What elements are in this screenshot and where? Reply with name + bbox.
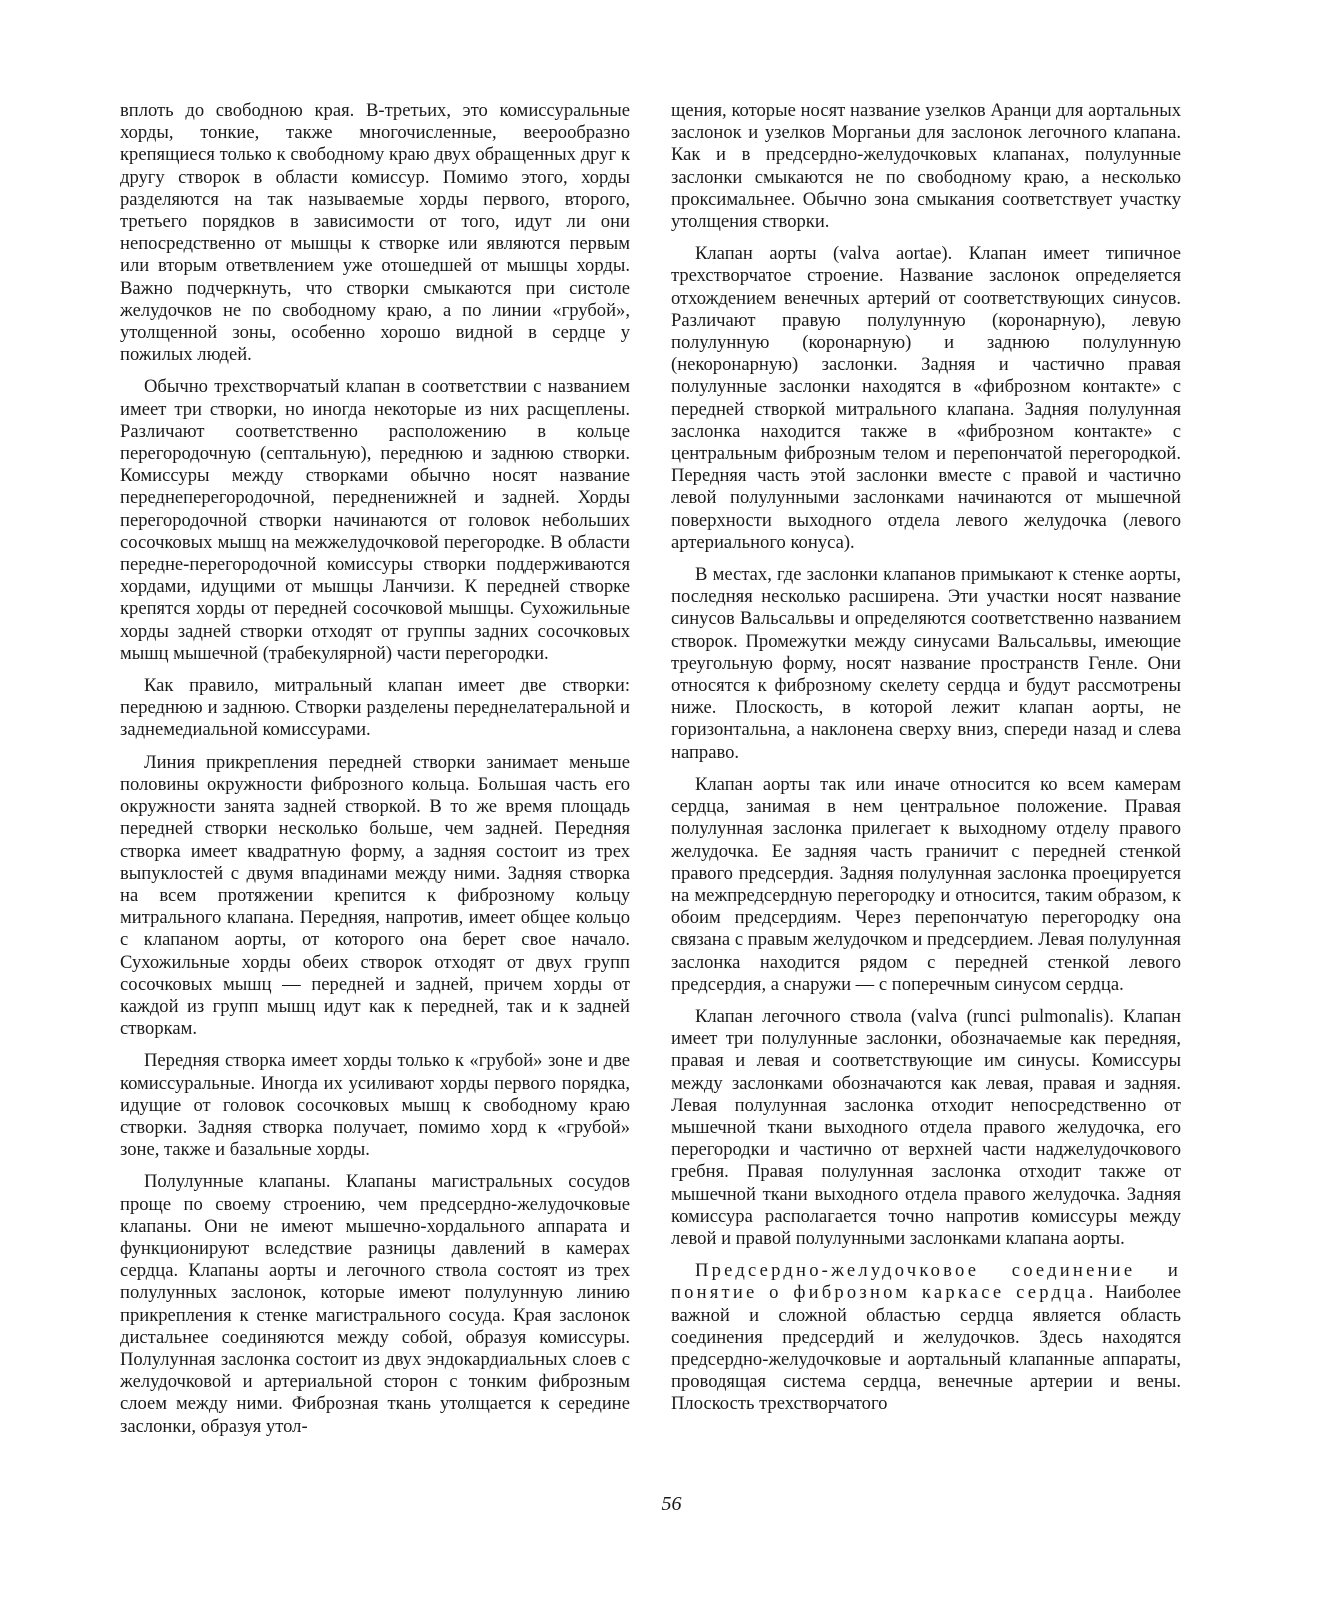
paragraph-text: Наиболее важной и сложной областью сердца является область соединения предсердий и желудочков. Здесь находятся предсердно-желудочковые и аортальный клапанные аппараты, проводящая система сердца, венечные артерии и вены. Плоскость трехстворчатого (671, 1282, 1181, 1415)
paragraph (671, 1260, 1181, 1415)
paragraph: В местах, где заслонки клапанов примыкают к стенке аорты, последняя несколько расширена. Эти участки носят название синусов Вальсальвы и определяются соответственно названием створок. Промежутки между синусами Вальсальвы, имеющие треугольную форму, носят название пространств Генле. Они относятся к фиброзному скелету сердца и будут рассмотрены ниже. Плоскость, в которой лежит клапан аорты, не горизонтальна, а наклонена сверху вниз, спереди назад и слева направо. (671, 564, 1181, 763)
paragraph: Полулунные клапаны. Клапаны магистральных сосудов проще по своему строению, чем предсердно-желудочковые клапаны. Они не имеют мышечно-хордального аппарата и функционируют вследствие разницы давлений в камерах сердца. Клапаны аорты и легочного ствола состоят из трех полулунных заслонок, которые имеют полулунную линию прикрепления к стенке магистрального сосуда. Края заслонок дистальнее соединяются между собой, образуя комиссуры. Полулунная заслонка состоит из двух эндокардиальных слоев с желудочковой и артериальной сторон с тонким фиброзным слоем между ними. Фиброзная ткань утолщается к середине заслонки, образуя утол- (120, 1171, 630, 1437)
paragraph: Клапан аорты (valva aortae). Клапан имеет типичное трехстворчатое строение. Название заслонок определяется отхождением венечных артерий от соответствующих синусов. Различают правую полулунную (коронарную), левую полулунную (коронарную) и заднюю полулунную (некоронарную) заслонки. Задняя и частично правая полулунные заслонки находятся в «фиброзном контакте» с передней створкой митрального клапана. Задняя полулунная заслонка находится также в «фиброзном контакте» с центральным фиброзным телом и перепончатой перегородкой. Передняя часть этой заслонки вместе с правой и частично левой полулунными заслонками начинаются от мышечной поверхности выходного отдела левого желудочка (левого артериального конуса). (671, 243, 1181, 553)
paragraph: Как правило, митральный клапан имеет две створки: переднюю и заднюю. Створки разделены переднелатеральной и заднемедиальной комиссурами. (120, 675, 630, 741)
paragraph: Клапан аорты так или иначе относится ко всем камерам сердца, занимая в нем центральное положение. Правая полулунная заслонка прилегает к выходному отделу правого желудочка. Ее задняя часть граничит с передней стенкой правого предсердия. Задняя полулунная заслонка проецируется на межпредсердную перегородку и относится, таким образом, к обоим предсердиям. Через перепончатую перегородку она связана с правым желудочком и предсердием. Левая полулунная заслонка находится рядом с передней стенкой левого предсердия, а снаружи — с поперечным синусом сердца. (671, 773, 1181, 995)
section-heading: Предсердно-желудочковое соединение и понятие о фиброзном каркасе сердца. (671, 1260, 1181, 1304)
paragraph: Обычно трехстворчатый клапан в соответствии с названием имеет три створки, но иногда некоторые из них расщеплены. Различают соответственно расположению в кольце перегородочную (септальную), переднюю и заднюю створки. Комиссуры между створками обычно носят название переднеперегородочной, передненижней и задней. Хорды перегородочной створки начинаются от головок небольших сосочковых мышц на межжелудочковой перегородке. В области передне-перегородочной комиссуры створки поддерживаются хордами, идущими от мышцы Ланчизи. К передней створке крепятся хорды от передней сосочковой мышцы. Сухожильные хорды задней створки отходят от группы задних сосочковых мышц мышечной (трабекулярной) части перегородки. (120, 376, 630, 664)
paragraph: щения, которые носят название узелков Аранци для аортальных заслонок и узелков Морганьи для заслонок легочного клапана. Как и в предсердно-желудочковых клапанах, полулунные заслонки смыкаются не по свободному краю, а несколько проксимальнее. Обычно зона смыкания соответствует участку утолщения створки. (671, 100, 1181, 233)
paragraph: Клапан легочного ствола (valva (runci pulmonalis). Клапан имеет три полулунные заслонки, обозначаемые как передняя, правая и левая и соответствующие им синусы. Комиссуры между заслонками обозначаются как левая, правая и задняя. Левая полулунная заслонка отходит непосредственно от мышечной ткани выходного отдела правого желудочка, его перегородки и частично от верхней части наджелудочкового гребня. Правая полулунная заслонка отходит также от мышечной ткани выходного отдела правого желудочка. Задняя комиссура располагается точно напротив комиссуры между левой и правой полулунными заслонками клапана аорты. (671, 1005, 1181, 1249)
paragraph: Передняя створка имеет хорды только к «грубой» зоне и две комиссуральные. Иногда их усиливают хорды первого порядка, идущие от головок сосочковых мышц к свободному краю створки. Задняя створка получает, помимо хорд к «грубой» зоне, также и базальные хорды. (120, 1050, 630, 1161)
left-column (120, 100, 630, 1448)
paragraph: вплоть до свободною края. В-третьих, это комиссуральные хорды, тонкие, также многочисленные, веерообразно крепящиеся только к свободному краю двух обращенных друг к другу створок в области комиссур. Помимо этого, хорды разделяются на так называемые хорды первого, второго, третьего порядков в зависимости от того, идут ли они непосредственно от мышцы к створке или являются первым или вторым ответвлением уже отошедшей от мышцы хорды. Важно подчеркнуть, что створки смыкаются при систоле желудочков не по свободному краю, а по линии «грубой», утолщенной зоны, особенно хорошо видной в сердце у пожилых людей. (120, 100, 630, 366)
page-number: 56 (661, 1493, 682, 1515)
paragraph: Линия прикрепления передней створки занимает меньше половины окружности фиброзного кольца. Большая часть его окружности занята задней створкой. В то же время площадь передней створки несколько больше, чем задней. Передняя створка имеет квадратную форму, а задняя состоит из трех выпуклостей с двумя впадинами между ними. Задняя створка на всем протяжении крепится к фиброзному кольцу митрального клапана. Передняя, напротив, имеет общее кольцо с клапаном аорты, от которого она берет свое начало. Сухожильные хорды обеих створок отходят от двух групп сосочковых мышц — передней и задней, причем хорды от каждой из групп мышц идут как к передней, так и к задней створкам. (120, 751, 630, 1040)
right-column (671, 100, 1181, 1426)
